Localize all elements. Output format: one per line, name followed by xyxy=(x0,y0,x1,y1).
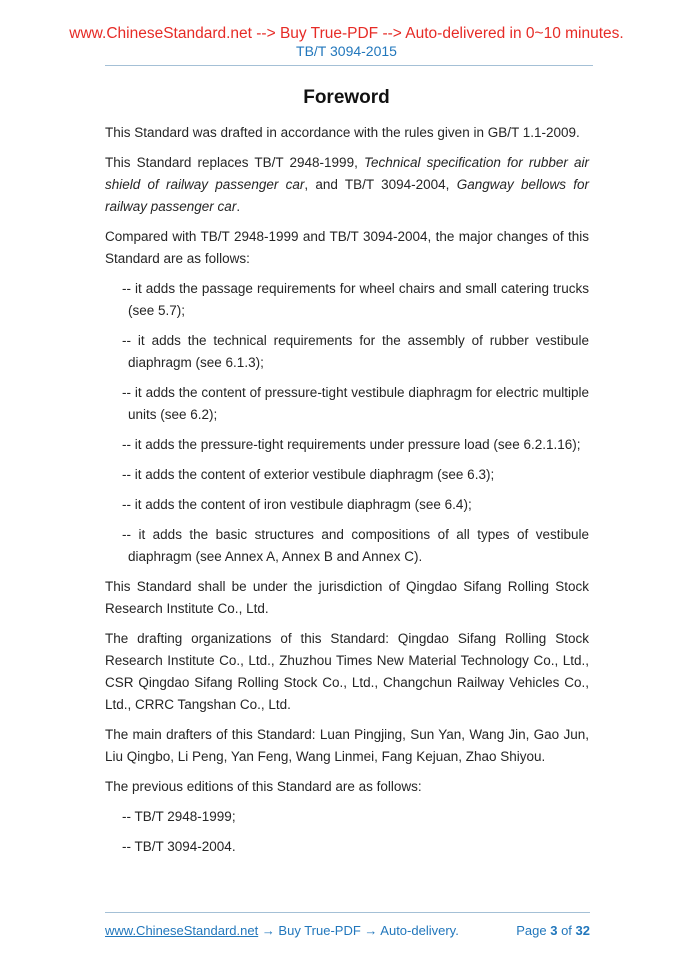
text-segment-italic: Gangway bellows for railway passenger car xyxy=(105,177,589,214)
text-segment: . xyxy=(236,199,241,214)
text-segment-italic: Technical specification for rubber air shield of railway passenger car xyxy=(105,155,589,192)
list-item: -- it adds the content of pressure-tight vestibule diaphragm for electric multiple units (see 6.2); xyxy=(122,385,589,422)
doc-number: TB/T 3094-2015 xyxy=(296,43,397,59)
list-item: -- it adds the technical requirements for the assembly of rubber vestibule diaphragm (see 6.1.3); xyxy=(122,333,589,370)
list-item: -- it adds the pressure-tight requirements under pressure load (see 6.2.1.16); xyxy=(122,437,581,452)
list-item: -- it adds the passage requirements for wheel chairs and small catering trucks (see 5.7); xyxy=(122,281,589,318)
of-word: of xyxy=(557,923,576,938)
list-item-edition: -- TB/T 3094-2004. xyxy=(122,839,236,854)
promo-banner: www.ChineseStandard.net --> Buy True-PDF --> Auto-delivered in 0~10 minutes. xyxy=(69,25,624,42)
text-segment: This Standard replaces TB/T 2948-1999, xyxy=(105,155,364,170)
list-item: -- it adds the content of exterior vestibule diaphragm (see 6.3); xyxy=(122,467,495,482)
page-title: Foreword xyxy=(303,87,390,108)
footer-left xyxy=(105,923,459,939)
page-indicator xyxy=(516,923,590,939)
list-item-edition: -- TB/T 2948-1999; xyxy=(122,809,236,824)
footer xyxy=(105,912,590,939)
paragraph-compared: Compared with TB/T 2948-1999 and TB/T 3094-2004, the major changes of this Standard are as follows: xyxy=(105,229,589,266)
paragraph-drafting-orgs: The drafting organizations of this Standard: Qingdao Sifang Rolling Stock Research Institute Co., Ltd., Zhuzhou Times New Material Technology Co., Ltd., CSR Qingdao Sifang Rolling Stock Co., Ltd., Changchun Railway Vehicles Co., Ltd., CRRC Tangshan Co., Ltd. xyxy=(105,631,589,712)
paragraph-main-drafters: The main drafters of this Standard: Luan Pingjing, Sun Yan, Wang Jin, Gao Jun, Liu Qingbo, Li Peng, Yan Feng, Wang Linmei, Fang Kejuan, Zhao Shiyou. xyxy=(105,727,589,764)
page-header xyxy=(0,0,693,66)
footer-tagline: → Buy True-PDF → Auto-delivery. xyxy=(258,923,459,938)
list-item: -- it adds the basic structures and compositions of all types of vestibule diaphragm (see Annex A, Annex B and Annex C). xyxy=(122,527,589,564)
paragraph-replaces xyxy=(105,152,589,218)
page-word: Page xyxy=(516,923,551,938)
page-number: 3 xyxy=(550,923,558,938)
content xyxy=(105,122,589,858)
paragraph-previous-editions: The previous editions of this Standard are as follows: xyxy=(105,779,422,794)
header-divider xyxy=(105,65,593,66)
paragraph-jurisdiction: This Standard shall be under the jurisdiction of Qingdao Sifang Rolling Stock Research Institute Co., Ltd. xyxy=(105,579,589,616)
page-total: 32 xyxy=(575,923,590,938)
footer-link[interactable]: www.ChineseStandard.net xyxy=(105,923,259,938)
text-segment: , and TB/T 3094-2004, xyxy=(304,177,457,192)
list-item: -- it adds the content of iron vestibule diaphragm (see 6.4); xyxy=(122,497,472,512)
paragraph-drafted: This Standard was drafted in accordance with the rules given in GB/T 1.1-2009. xyxy=(105,125,580,140)
